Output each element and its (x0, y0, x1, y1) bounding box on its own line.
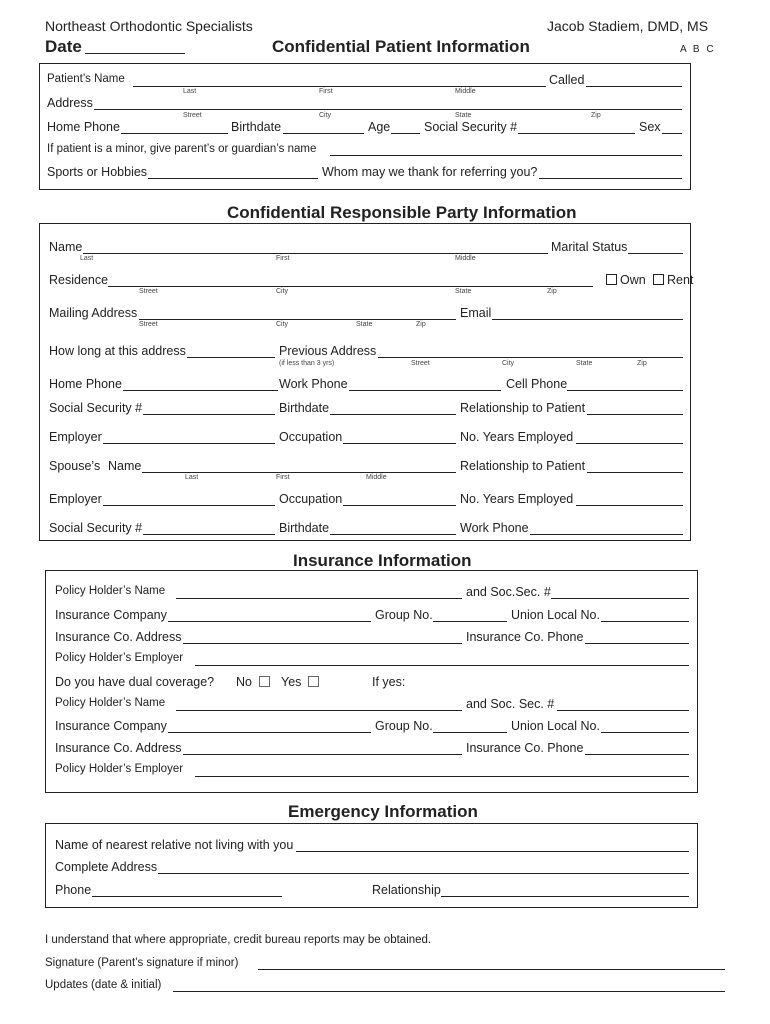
prev-hint-zip: Zip (637, 360, 647, 367)
dual-yes-label: Yes (281, 675, 302, 689)
sp-hint-middle: Middle (366, 474, 387, 481)
ins2-ssn-label: and Soc. Sec. # (466, 697, 555, 711)
rent-option[interactable] (653, 274, 693, 287)
relative-field[interactable] (296, 851, 689, 852)
em-phone-label: Phone (55, 883, 92, 897)
ins1-phone-field[interactable] (585, 643, 689, 644)
sex-field[interactable] (662, 133, 682, 134)
ins2-company-field[interactable] (168, 732, 371, 733)
minor-label: If patient is a minor, give parent’s or guardian’s name (47, 143, 317, 155)
ins1-employer-field[interactable] (195, 665, 689, 666)
spouse-name-label: Name (108, 459, 142, 473)
ins2-group-field[interactable] (433, 732, 507, 733)
rp-cell-phone-field[interactable] (567, 390, 683, 391)
hobbies-field[interactable] (148, 178, 318, 179)
sp-birthdate-label: Birthdate (279, 521, 330, 535)
rent-label: Rent (667, 273, 694, 287)
em-relationship-label: Relationship (372, 883, 441, 897)
hint-first: First (319, 88, 333, 95)
address-field[interactable] (94, 109, 682, 110)
sp-ssn-field[interactable] (143, 534, 275, 535)
sp-occupation-label: Occupation (279, 492, 343, 506)
ins1-phone-label: Insurance Co. Phone (466, 630, 584, 644)
rp-work-phone-label: Work Phone (279, 377, 348, 391)
rp-ssn-field[interactable] (143, 414, 275, 415)
called-label: Called (549, 73, 585, 87)
ins1-union-label: Union Local No. (511, 608, 600, 622)
ins2-holder-label: Policy Holder’s Name (55, 697, 166, 709)
rp-years-label: No. Years Employed (460, 430, 574, 444)
signature-label: Signature (Parent’s signature if minor) (45, 957, 239, 969)
sp-hint-last: Last (185, 474, 199, 481)
home-phone-field[interactable] (121, 133, 228, 134)
abc-marker: A B C (680, 44, 716, 55)
marital-label: Marital Status (551, 240, 628, 254)
birthdate-label: Birthdate (231, 120, 282, 134)
rp-occupation-label: Occupation (279, 430, 343, 444)
previous-address-label: Previous Address (279, 344, 377, 358)
rp-occupation-field[interactable] (343, 443, 456, 444)
mail-hint-city: City (276, 321, 289, 328)
email-field[interactable] (492, 319, 683, 320)
referral-field[interactable] (539, 178, 682, 179)
age-label: Age (368, 120, 391, 134)
em-phone-field[interactable] (92, 896, 282, 897)
rp-name-field[interactable] (83, 253, 548, 254)
rp-employer-field[interactable] (103, 443, 275, 444)
age-field[interactable] (391, 133, 420, 134)
ins2-address-label: Insurance Co. Address (55, 741, 182, 755)
marital-field[interactable] (628, 253, 683, 254)
sp-ssn-label: Social Security # (49, 521, 143, 535)
ins1-ssn-field[interactable] (551, 598, 689, 599)
spouse-relationship-label: Relationship to Patient (460, 459, 586, 473)
ins1-company-label: Insurance Company (55, 608, 167, 622)
rp-relationship-label: Relationship to Patient (460, 401, 586, 415)
date-label: Date (45, 37, 82, 56)
dual-no-checkbox[interactable] (259, 676, 270, 687)
rp-home-phone-label: Home Phone (49, 377, 122, 391)
dual-no-label: No (236, 675, 252, 689)
rp-home-phone-field[interactable] (123, 390, 278, 391)
ins2-employer-field[interactable] (195, 776, 689, 777)
ins2-address-field[interactable] (183, 754, 462, 755)
hint-last: Last (183, 88, 197, 95)
prev-hint-street: Street (411, 360, 430, 367)
rp-hint-last: Last (80, 255, 94, 262)
email-label: Email (460, 306, 492, 320)
ins2-employer-label: Policy Holder’s Employer (55, 763, 184, 775)
sp-work-phone-label: Work Phone (460, 521, 529, 535)
rp-relationship-field[interactable] (587, 414, 683, 415)
sex-label: Sex (639, 120, 661, 134)
em-relationship-field[interactable] (441, 896, 689, 897)
rp-years-field[interactable] (576, 443, 683, 444)
dual-yes-option[interactable] (281, 676, 322, 689)
signature-field[interactable] (258, 969, 725, 970)
mail-hint-street: Street (139, 321, 158, 328)
rp-employer-label: Employer (49, 430, 102, 444)
referral-label: Whom may we thank for referring you? (322, 165, 538, 179)
less3-note: (if less than 3 yrs) (279, 360, 335, 367)
responsible-title: Confidential Responsible Party Information (227, 203, 577, 222)
rp-cell-phone-label: Cell Phone (506, 377, 568, 391)
ins2-phone-field[interactable] (585, 754, 689, 755)
home-phone-label: Home Phone (47, 120, 120, 134)
patient-info-title: Confidential Patient Information (272, 37, 530, 56)
residence-field[interactable] (108, 286, 593, 287)
res-hint-street: Street (139, 288, 158, 295)
hint-zip: Zip (591, 112, 601, 119)
ins1-group-label: Group No. (375, 608, 433, 622)
sp-years-field[interactable] (576, 505, 683, 506)
sp-work-phone-field[interactable] (530, 534, 683, 535)
hint-city: City (319, 112, 332, 119)
ins2-phone-label: Insurance Co. Phone (466, 741, 584, 755)
patient-name-field[interactable] (133, 86, 546, 87)
ins1-ssn-label: and Soc.Sec. # (466, 585, 551, 599)
previous-address-field[interactable] (378, 357, 683, 358)
ins1-address-label: Insurance Co. Address (55, 630, 182, 644)
relative-label: Name of nearest relative not living with you (55, 838, 294, 852)
ins2-group-label: Group No. (375, 719, 433, 733)
updates-field[interactable] (173, 991, 725, 992)
sp-hint-first: First (276, 474, 290, 481)
em-address-field[interactable] (158, 873, 689, 874)
hobbies-label: Sports or Hobbies (47, 165, 148, 179)
rp-birthdate-label: Birthdate (279, 401, 330, 415)
ssn-field[interactable] (518, 133, 635, 134)
ssn-label: Social Security # (424, 120, 518, 134)
guardian-field[interactable] (330, 155, 682, 156)
rp-birthdate-field[interactable] (330, 414, 456, 415)
rp-work-phone-field[interactable] (349, 390, 501, 391)
spouse-name-field[interactable] (142, 472, 456, 473)
responsible-box (39, 223, 694, 541)
hint-street: Street (183, 112, 202, 119)
patient-name-label: Patient’s Name (47, 73, 125, 85)
ins1-address-field[interactable] (183, 643, 462, 644)
rp-ssn-label: Social Security # (49, 401, 143, 415)
ins1-company-field[interactable] (168, 621, 371, 622)
sp-employer-label: Employer (49, 492, 102, 506)
mailing-field[interactable] (139, 319, 456, 320)
dual-no-option[interactable] (236, 676, 273, 689)
res-hint-zip: Zip (547, 288, 557, 295)
sp-years-label: No. Years Employed (460, 492, 574, 506)
updates-label: Updates (date & initial) (45, 979, 162, 991)
dual-coverage-label: Do you have dual coverage? (55, 675, 215, 689)
if-yes-label: If yes: (372, 675, 406, 689)
em-address-label: Complete Address (55, 860, 158, 874)
ins1-group-field[interactable] (433, 621, 507, 622)
date-field[interactable] (85, 53, 185, 54)
prev-hint-city: City (502, 360, 515, 367)
birthdate-field[interactable] (283, 133, 364, 134)
practice-name: Northeast Orthodontic Specialists (45, 18, 253, 34)
doctor-name: Jacob Stadiem, DMD, MS (547, 18, 709, 34)
emergency-title: Emergency Information (288, 802, 478, 821)
ins1-holder-field[interactable] (176, 598, 462, 599)
insurance-title: Insurance Information (293, 551, 472, 570)
ins2-union-field[interactable] (601, 732, 689, 733)
mailing-label: Mailing Address (49, 306, 138, 320)
spouse-relationship-field[interactable] (587, 472, 683, 473)
ins1-union-field[interactable] (601, 621, 689, 622)
ins2-ssn-field[interactable] (557, 710, 689, 711)
ins2-company-label: Insurance Company (55, 719, 167, 733)
how-long-label: How long at this address (49, 344, 186, 358)
res-hint-city: City (276, 288, 289, 295)
address-label: Address (47, 96, 93, 110)
residence-label: Residence (49, 273, 109, 287)
mail-hint-state: State (356, 321, 373, 328)
ins1-employer-label: Policy Holder’s Employer (55, 652, 184, 664)
rent-checkbox[interactable] (653, 274, 664, 285)
dual-yes-checkbox[interactable] (308, 676, 319, 687)
own-option[interactable] (606, 274, 646, 287)
sp-employer-field[interactable] (103, 505, 275, 506)
ins2-holder-field[interactable] (176, 710, 462, 711)
spouse-label: Spouse’s (49, 459, 101, 473)
sp-occupation-field[interactable] (343, 505, 456, 506)
own-label: Own (620, 273, 646, 287)
credit-notice: I understand that where appropriate, credit bureau reports may be obtained. (45, 934, 432, 946)
how-long-field[interactable] (187, 357, 275, 358)
hint-state: State (455, 112, 472, 119)
own-checkbox[interactable] (606, 274, 617, 285)
sp-birthdate-field[interactable] (330, 534, 456, 535)
hint-middle: Middle (455, 88, 476, 95)
prev-hint-state: State (576, 360, 593, 367)
res-hint-state: State (455, 288, 472, 295)
called-field[interactable] (586, 86, 682, 87)
ins2-union-label: Union Local No. (511, 719, 600, 733)
mail-hint-zip: Zip (416, 321, 426, 328)
rp-hint-first: First (276, 255, 290, 262)
rp-name-label: Name (49, 240, 83, 254)
rp-hint-middle: Middle (455, 255, 476, 262)
ins1-holder-label: Policy Holder’s Name (55, 585, 166, 597)
